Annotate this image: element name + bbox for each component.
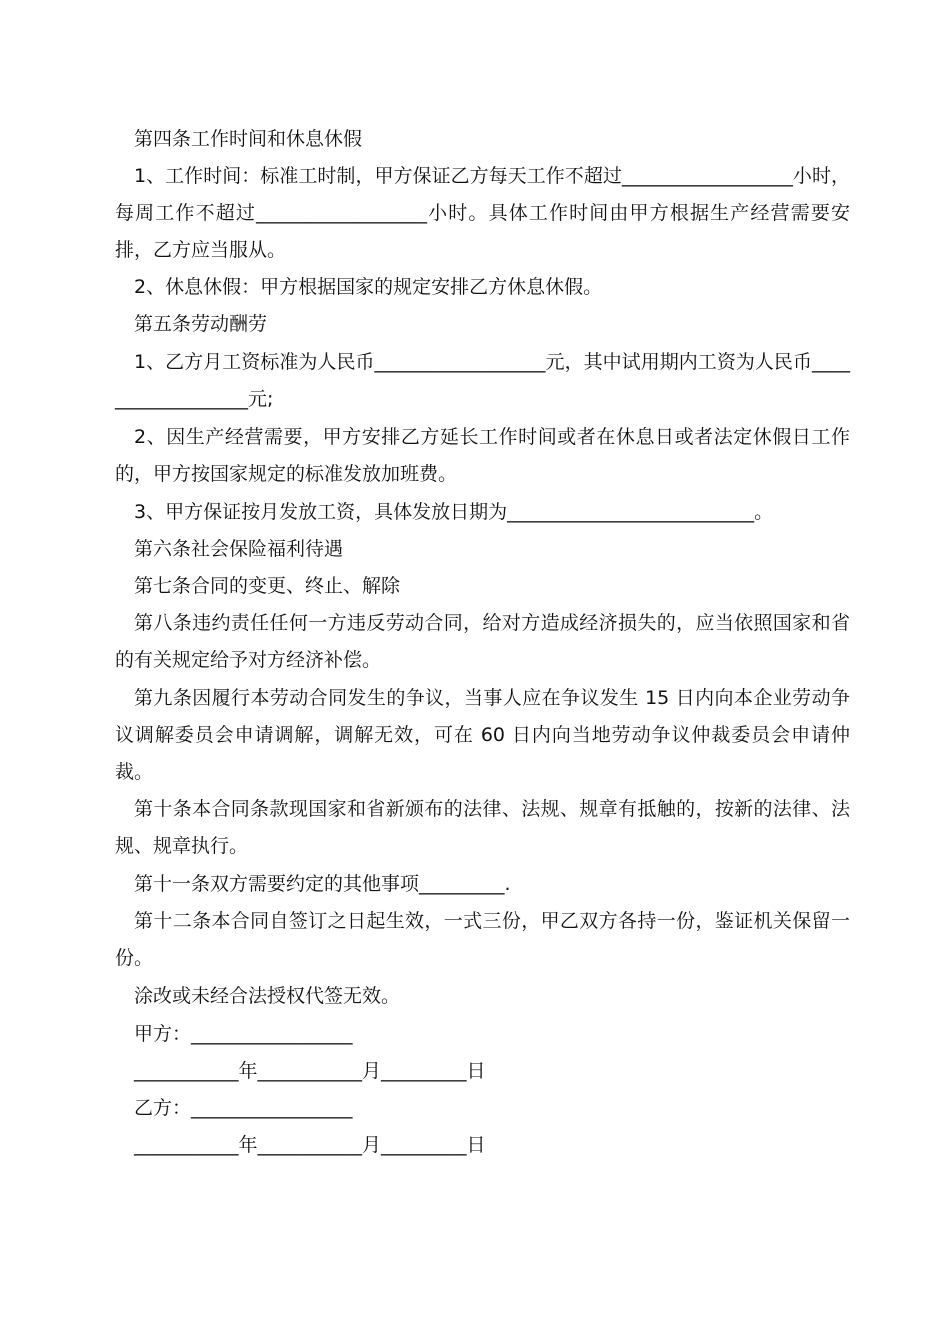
- article-11-paragraph: 第十一条双方需要约定的其他事项_________.: [134, 873, 511, 895]
- article-12-paragraph: 第十二条本合同自签订之日起生效，一式三份，甲乙双方各持一份，鉴证机关保留一份。: [115, 910, 850, 969]
- party-b-signature-line: 乙方：_________________: [134, 1097, 353, 1119]
- article-8-paragraph: 第八条违约责任任何一方违反劳动合同，给对方造成经济损失的，应当依照国家和省的有关规定给予对方经济补偿。: [115, 612, 850, 671]
- validity-note: 涂改或未经合法授权代签无效。: [134, 985, 401, 1007]
- article-5-clause-1: 1、乙方月工资标准为人民币__________________元，其中试用期内工资为人民币__________________元;: [115, 351, 850, 410]
- party-a-date-line: ___________年___________月_________日: [134, 1060, 486, 1082]
- article-4-clause-2: 2、休息休假：甲方根据国家的规定安排乙方休息休假。: [134, 276, 603, 298]
- article-10-paragraph: 第十条本合同条款现国家和省新颁布的法律、法规、规章有抵触的，按新的法律、法规、规章执行。: [115, 798, 850, 857]
- party-b-date-line: ___________年___________月_________日: [134, 1134, 486, 1156]
- article-4-heading: 第四条工作时间和休息休假: [134, 128, 363, 150]
- article-5-clause-3: 3、甲方保证按月发放工资，具体发放日期为__________________________。: [134, 501, 774, 523]
- party-a-signature-line: 甲方：_________________: [134, 1023, 353, 1045]
- article-5-heading: 第五条劳动酬劳: [134, 313, 268, 335]
- article-6-heading: 第六条社会保险福利待遇: [134, 538, 344, 560]
- article-4-clause-1: 1、工作时间：标准工时制，甲方保证乙方每天工作不超过__________________小时，每周工作不超过__________________小时。具体工作时间由甲方根据生产经营需要安排，乙方应当服从。: [115, 165, 850, 261]
- article-9-paragraph: 第九条因履行本劳动合同发生的争议，当事人应在争议发生 15 日内向本企业劳动争议调解委员会申请调解，调解无效，可在 60 日内向当地劳动争议仲裁委员会申请仲裁。: [115, 687, 850, 783]
- article-5-clause-2: 2、因生产经营需要，甲方安排乙方延长工作时间或者在休息日或者法定休假日工作的，甲方按国家规定的标准发放加班费。: [115, 426, 850, 485]
- article-7-heading: 第七条合同的变更、终止、解除: [134, 575, 401, 597]
